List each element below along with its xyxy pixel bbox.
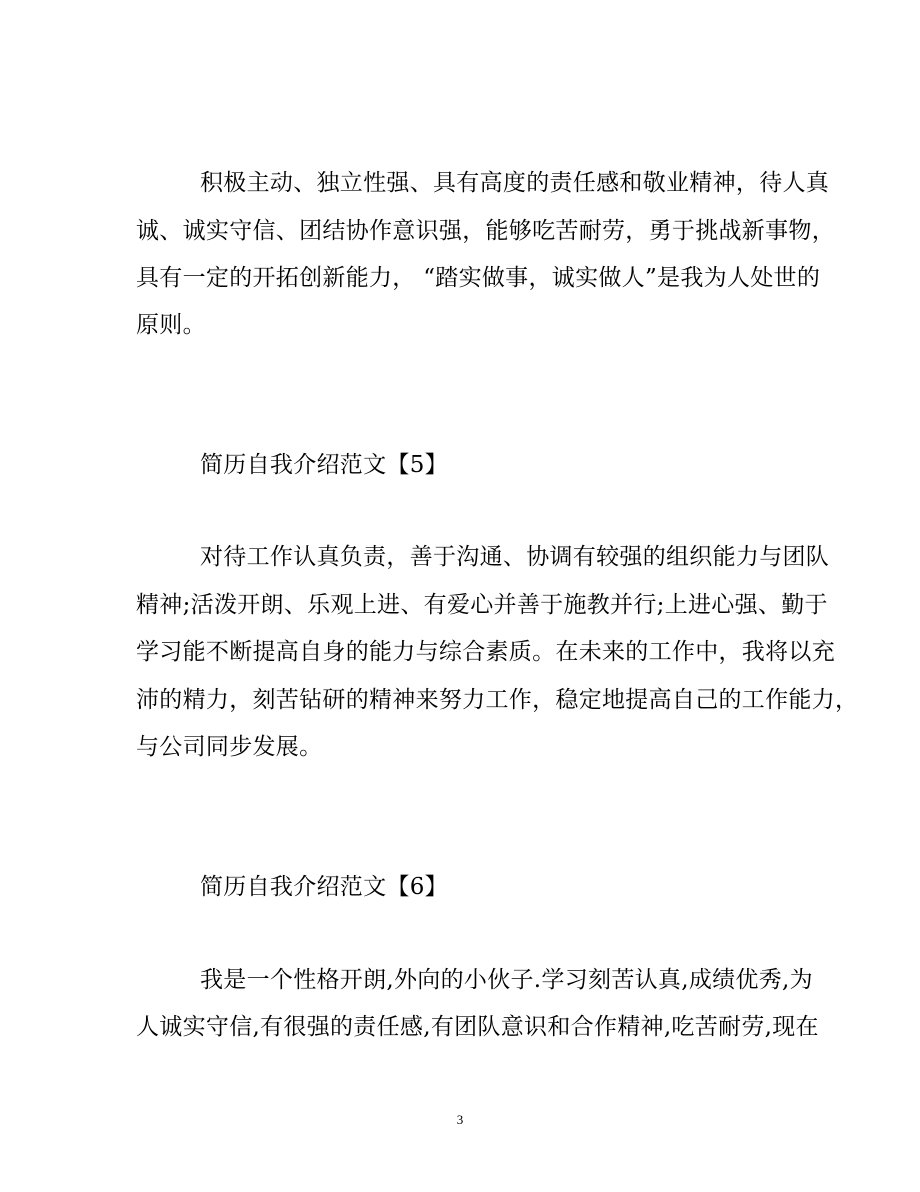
paragraph-line: 与公司同步发展。 — [136, 734, 323, 760]
section-heading-5: 简历自我介绍范文【5】 — [200, 452, 448, 478]
paragraph-line: 对待工作认真负责，善于沟通、协调有较强的组织能力与团队 — [200, 544, 830, 570]
section-heading-6: 简历自我介绍范文【6】 — [200, 874, 448, 900]
paragraph-line: 我是一个性格开朗,外向的小伙子.学习刻苦认真,成绩优秀,为 — [200, 967, 813, 993]
paragraph-line: 学习能不断提高自身的能力与综合素质。在未来的工作中，我将以充 — [136, 639, 835, 665]
paragraph-line: 原则。 — [136, 312, 206, 338]
paragraph-line: 沛的精力，刻苦钻研的精神来努力工作，稳定地提高自己的工作能力， — [136, 687, 859, 713]
paragraph-line: 人诚实守信,有很强的责任感,有团队意识和合作精神,吃苦耐劳,现在 — [136, 1014, 819, 1040]
paragraph-line: 积极主动、独立性强、具有高度的责任感和敬业精神，待人真 — [200, 170, 830, 196]
paragraph-line: 诚、诚实守信、团结协作意识强，能够吃苦耐劳，勇于挑战新事物， — [136, 218, 835, 244]
paragraph-line: 具有一定的开拓创新能力， “踏实做事，诚实做人”是我为人处世的 — [136, 265, 821, 291]
paragraph-line: 精神;活泼开朗、乐观上进、有爱心并善于施教并行;上进心强、勤于 — [136, 592, 828, 618]
page-number: 3 — [456, 1112, 464, 1127]
